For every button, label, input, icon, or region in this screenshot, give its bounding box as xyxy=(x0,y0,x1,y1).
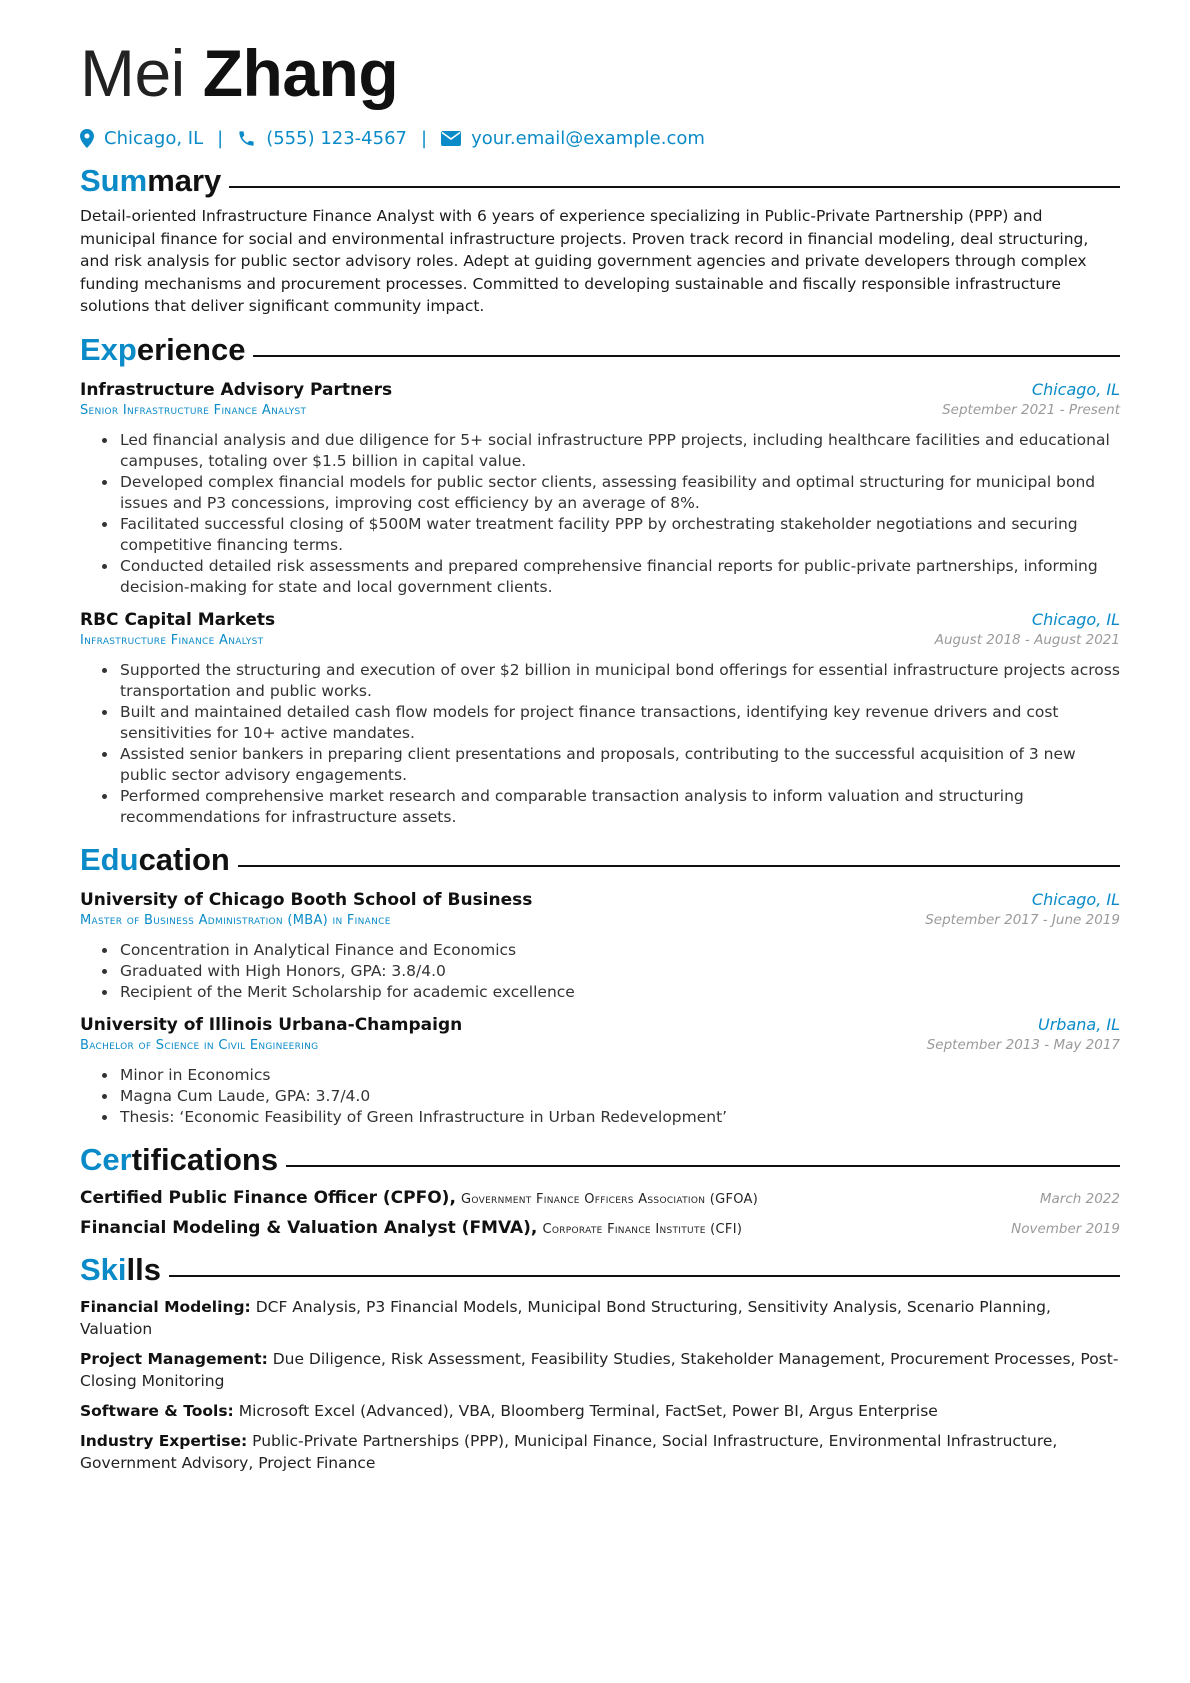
entry-location: Chicago, IL xyxy=(1031,609,1120,629)
title-highlight: Ski xyxy=(80,1251,127,1287)
first-name: Mei xyxy=(80,36,185,110)
section-rule xyxy=(238,865,1120,867)
envelope-icon xyxy=(441,131,461,146)
bullet-list xyxy=(80,940,1120,1003)
entry-dates: September 2021 - Present xyxy=(942,401,1120,418)
section-heading xyxy=(80,332,1120,368)
list-item: • Led financial analysis and due diligence for 5+ social infrastructure PPP projects, including healthcare facilities and educational campuses, totaling over $1.5 billion in capital value. xyxy=(118,430,1120,472)
title-rest: mary xyxy=(147,163,222,198)
section-heading xyxy=(80,1142,1120,1178)
certifications-section xyxy=(80,1142,1120,1238)
contact-phone xyxy=(237,128,407,149)
institution: University of Chicago Booth School of Business xyxy=(80,889,533,910)
list-item: • Performed comprehensive market research and comparable transaction analysis to inform valuation and structuring recommendations for infrastructure assets. xyxy=(118,786,1120,828)
title-highlight: Sum xyxy=(80,163,148,198)
skill-label: Financial Modeling: xyxy=(80,1297,251,1316)
certification-issuer: Government Finance Officers Association (GFOA) xyxy=(461,1191,759,1207)
list-item: • Supported the structuring and execution of over $2 billion in municipal bond offerings for essential infrastructure projects across transportation and public works. xyxy=(118,660,1120,702)
section-rule xyxy=(229,186,1120,188)
section-title xyxy=(80,1142,278,1178)
section-heading xyxy=(80,1252,1120,1288)
certification-date: November 2019 xyxy=(1011,1220,1120,1237)
list-item: • Thesis: ‘Economic Feasibility of Green Infrastructure in Urban Redevelopment’ xyxy=(118,1107,1120,1128)
map-pin-icon xyxy=(80,129,94,148)
list-item: • Assisted senior bankers in preparing client presentations and proposals, contributing to the successful acquisition of 3 new public sector advisory engagements. xyxy=(118,744,1120,786)
list-item: • Graduated with High Honors, GPA: 3.8/4.0 xyxy=(118,961,1120,982)
summary-text: Detail-oriented Infrastructure Finance Analyst with 6 years of experience specializing in Public-Private Partnership (PPP) and municipal finance for social and environmental infrastructure projects. Proven track record in financial modeling, deal structuring, and risk analysis for public sector advisory roles. Adept at guiding government agencies and private developers through complex funding mechanisms and procurement processes. Committed to developing sustainable and fiscally responsible infrastructure solutions that deliver significant community impact. xyxy=(80,207,1089,315)
title-rest: erience xyxy=(136,331,246,367)
job-title: Senior Infrastructure Finance Analyst xyxy=(80,402,307,418)
degree: Bachelor of Science in Civil Engineering xyxy=(80,1037,319,1053)
certification-name: Financial Modeling & Valuation Analyst (FMVA) xyxy=(80,1217,531,1238)
skill-label: Software & Tools: xyxy=(80,1401,234,1420)
bullet-list xyxy=(80,430,1120,598)
contact-separator: | xyxy=(217,128,224,149)
certification-date: March 2022 xyxy=(1039,1190,1120,1207)
entry-dates: August 2018 - August 2021 xyxy=(934,631,1120,648)
institution: University of Illinois Urbana-Champaign xyxy=(80,1014,463,1035)
job-title: Infrastructure Finance Analyst xyxy=(80,632,264,648)
title-highlight: Cer xyxy=(80,1141,132,1177)
list-item: • Concentration in Analytical Finance and Economics xyxy=(118,940,1120,961)
degree: Master of Business Administration (MBA) in Finance xyxy=(80,912,391,928)
certification-issuer: Corporate Finance Institute (CFI) xyxy=(542,1221,743,1237)
title-rest: lls xyxy=(126,1251,161,1287)
last-name: Zhang xyxy=(202,36,399,110)
list-item: • Developed complex financial models for public sector clients, assessing feasibility and optimal structuring for municipal bond issues and P3 concessions, improving cost efficiency by an average of 8%. xyxy=(118,472,1120,514)
summary-section xyxy=(80,163,1120,318)
title-highlight: Edu xyxy=(80,841,139,877)
organization: RBC Capital Markets xyxy=(80,609,276,630)
skills-section xyxy=(80,1252,1120,1474)
section-title xyxy=(80,163,221,199)
organization: Infrastructure Advisory Partners xyxy=(80,379,393,400)
location-text: Chicago, IL xyxy=(104,128,204,149)
skill-row xyxy=(80,1296,1120,1340)
section-title xyxy=(80,1252,161,1288)
list-item: • Minor in Economics xyxy=(118,1065,1120,1086)
certification-name: Certified Public Finance Officer (CPFO) xyxy=(80,1187,450,1208)
entry-location: Urbana, IL xyxy=(1038,1014,1120,1034)
entry-dates: September 2013 - May 2017 xyxy=(926,1036,1120,1053)
skill-value: DCF Analysis, P3 Financial Models, Municipal Bond Structuring, Sensitivity Analysis, Scenario Planning, Valuation xyxy=(80,1297,1051,1338)
skill-value: Microsoft Excel (Advanced), VBA, Bloomberg Terminal, FactSet, Power BI, Argus Enterprise xyxy=(238,1401,938,1420)
skill-label: Project Management: xyxy=(80,1349,268,1368)
contact-location xyxy=(80,128,203,149)
entry-location: Chicago, IL xyxy=(1031,379,1120,399)
phone-icon xyxy=(237,129,256,148)
section-heading xyxy=(80,842,1120,878)
list-item: • Built and maintained detailed cash flow models for project finance transactions, identifying key revenue drivers and cost sensitivities for 10+ active mandates. xyxy=(118,702,1120,744)
contact-line xyxy=(80,128,1120,149)
experience-entry xyxy=(80,610,1120,828)
title-rest: cation xyxy=(138,841,230,877)
list-item: • Conducted detailed risk assessments and prepared comprehensive financial reports for public-private partnerships, informing decision-making for state and local government clients. xyxy=(118,556,1120,598)
candidate-name xyxy=(80,36,1120,110)
bullet-list xyxy=(80,660,1120,828)
entry-dates: September 2017 - June 2019 xyxy=(925,911,1120,928)
skill-row xyxy=(80,1430,1120,1474)
section-rule xyxy=(253,355,1120,357)
education-entry xyxy=(80,890,1120,1003)
section-title xyxy=(80,332,245,368)
certification-item: Certified Public Finance Officer (CPFO), Government Finance Officers Association (GFOA) March 2022 xyxy=(80,1187,1120,1208)
education-section xyxy=(80,842,1120,1128)
entry-location: Chicago, IL xyxy=(1031,889,1120,909)
experience-entry xyxy=(80,380,1120,598)
skill-value: Public-Private Partnerships (PPP), Municipal Finance, Social Infrastructure, Environmental Infrastructure, Government Advisory, Project Finance xyxy=(80,1431,1058,1472)
skill-row xyxy=(80,1400,1120,1422)
list-item: • Facilitated successful closing of $500M water treatment facility PPP by orchestrating stakeholder negotiations and securing competitive financing terms. xyxy=(118,514,1120,556)
contact-separator: | xyxy=(421,128,428,149)
list-item: • Magna Cum Laude, GPA: 3.7/4.0 xyxy=(118,1086,1120,1107)
title-highlight: Exp xyxy=(80,331,137,367)
certification-item: Financial Modeling & Valuation Analyst (FMVA), Corporate Finance Institute (CFI) November 2019 xyxy=(80,1217,1120,1238)
skill-row xyxy=(80,1348,1120,1392)
skill-value: Due Diligence, Risk Assessment, Feasibility Studies, Stakeholder Management, Procurement Processes, Post-Closing Monitoring xyxy=(80,1349,1119,1390)
section-title xyxy=(80,842,230,878)
experience-section xyxy=(80,332,1120,828)
email-link[interactable]: your.email@example.com xyxy=(471,128,705,149)
skill-label: Industry Expertise: xyxy=(80,1431,248,1450)
section-rule xyxy=(286,1165,1120,1167)
list-item: • Recipient of the Merit Scholarship for academic excellence xyxy=(118,982,1120,1003)
contact-email[interactable] xyxy=(441,128,705,149)
education-entry xyxy=(80,1015,1120,1128)
section-rule xyxy=(169,1275,1120,1277)
bullet-list xyxy=(80,1065,1120,1128)
section-heading xyxy=(80,163,1120,199)
title-rest: tifications xyxy=(131,1141,279,1177)
phone-text: (555) 123-4567 xyxy=(266,128,407,149)
